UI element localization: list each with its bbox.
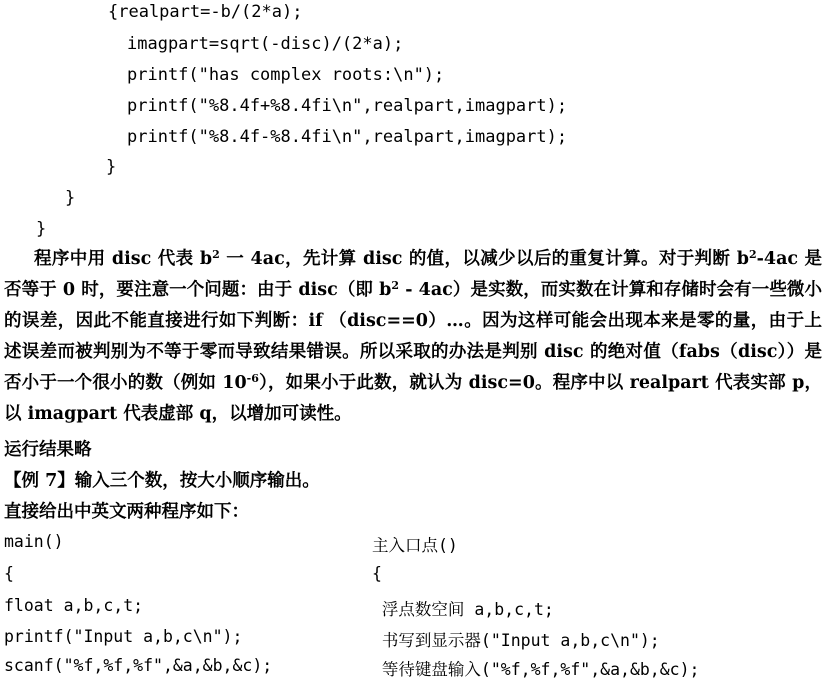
code-line: {realpart=-b/(2*a);: [108, 2, 303, 22]
chinese-code-line: 浮点数空间 a,b,c,t;: [372, 600, 554, 619]
code-line: }: [65, 188, 76, 208]
result-note: 运行结果略: [4, 440, 92, 460]
example-title: 【例 7】输入三个数，按大小顺序输出。: [4, 471, 320, 491]
english-code-line: main(): [4, 532, 64, 551]
code-line: }: [36, 219, 47, 239]
chinese-code-line: 书写到显示器("Input a,b,c\n");: [372, 631, 660, 650]
code-line: printf("%8.4f-%8.4fi\n",realpart,imagpart);: [127, 127, 568, 147]
code-line: imagpart=sqrt(-disc)/(2*a);: [127, 34, 404, 54]
intro-line: 直接给出中英文两种程序如下：: [4, 502, 249, 522]
english-code-line: scanf("%f,%f,%f",&a,&b,&c);: [4, 656, 273, 675]
english-code-line: {: [4, 564, 14, 583]
english-code-line: printf("Input a,b,c\n");: [4, 627, 243, 646]
chinese-code-line: 等待键盘输入("%f,%f,%f",&a,&b,&c);: [372, 660, 700, 679]
code-line: printf("%8.4f+%8.4fi\n",realpart,imagpart);: [127, 96, 568, 116]
explanation-paragraph: 程序中用 disc 代表 $b^2$ 一 4ac，先计算 disc 的值，以减少以后的重复计算。对于判断 $b^2-4ac$ 是否等于 0 时，要注意一个问题：由于 disc（即 $b^2 - 4ac$）是实数，而实数在计算和存储时会有一些微小的误差，因此不能直接进行如下判断：if （disc==0）…。因为这样可能会出现本来是零的量，由于上述误差而被判别为不等于零而导致结果错误。所以采取的办法是判别 disc 的绝对值（fabs（disc））是否小于一个很小的数（例如 $10^{-6}$），如果小于此数，就认为 disc=0。程序中以 realpart 代表实部 p，以 imagpart 代表虚部 q，以增加可读性。: [4, 248, 823, 424]
code-line: printf("has complex roots:\n");: [127, 65, 445, 85]
code-line: }: [106, 157, 117, 177]
chinese-code-line: 主入口点(): [372, 536, 458, 555]
chinese-code-line: {: [372, 564, 382, 583]
english-code-line: float a,b,c,t;: [4, 596, 144, 615]
